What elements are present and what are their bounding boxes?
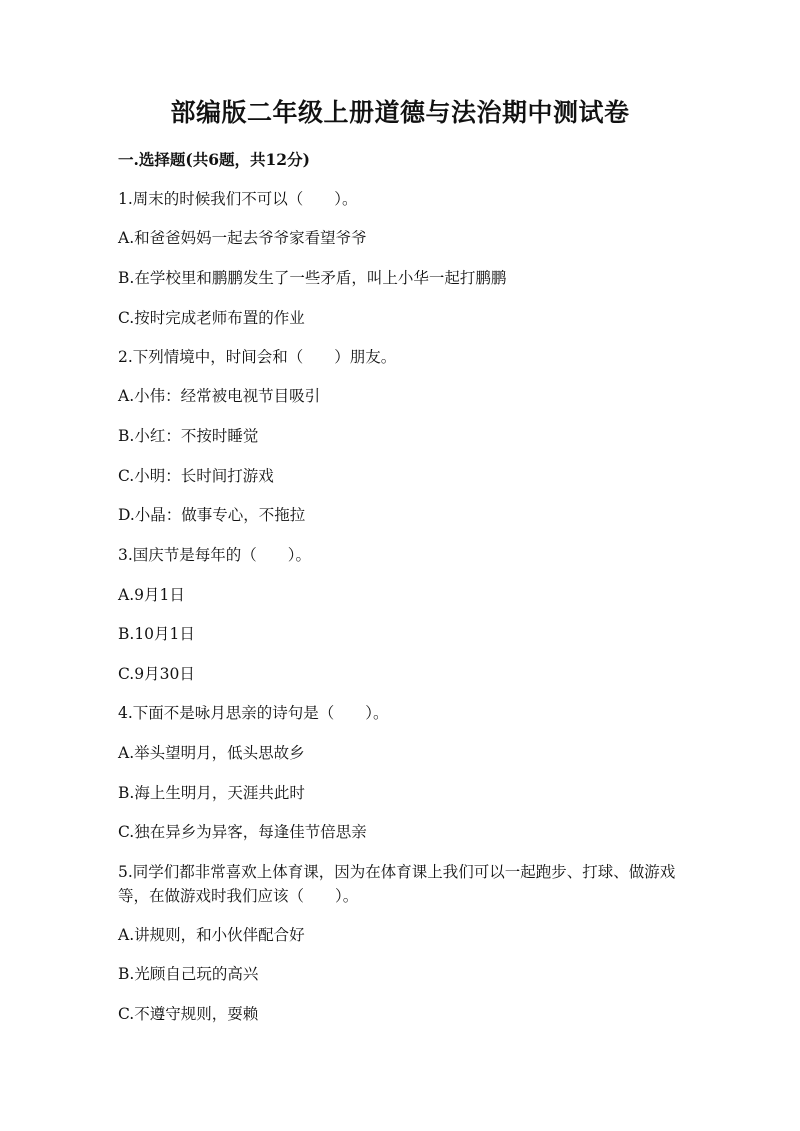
question-5-stem: 5.同学们都非常喜欢上体育课，因为在体育课上我们可以一起跑步、打球、做游戏等，在做游戏时我们应该（ ）。 [118,863,676,905]
question-4-stem: 4.下面不是咏月思亲的诗句是（ ）。 [118,704,389,722]
question-1-stem: 1.周末的时候我们不可以（ ）。 [118,190,358,208]
question-5-option-c: C.不遵守规则，耍赖 [118,1005,259,1023]
section-header-choice: 一.选择题(共6题，共12分) [118,150,310,169]
exam-title: 部编版二年级上册道德与法治期中测试卷 [170,98,630,127]
question-4-option-b: B.海上生明月，天涯共此时 [118,784,305,802]
question-1-option-a: A.和爸爸妈妈一起去爷爷家看望爷爷 [118,229,367,247]
question-3-stem: 3.国庆节是每年的（ ）。 [118,546,312,564]
question-5-option-a: A.讲规则，和小伙伴配合好 [118,926,305,944]
question-2-option-c: C.小明：长时间打游戏 [118,467,274,485]
question-2-option-a: A.小伟：经常被电视节目吸引 [118,387,321,405]
question-3-option-c: C.9月30日 [118,665,195,683]
question-4-option-a: A.举头望明月，低头思故乡 [118,744,305,762]
question-1-option-c: C.按时完成老师布置的作业 [118,309,305,327]
question-5-option-b: B.光顾自己玩的高兴 [118,965,259,983]
question-2-option-d: D.小晶：做事专心，不拖拉 [118,506,306,524]
question-1-option-b: B.在学校里和鹏鹏发生了一些矛盾，叫上小华一起打鹏鹏 [118,269,507,287]
question-3-option-b: B.10月1日 [118,625,195,643]
question-3-option-a: A.9月1日 [118,586,185,604]
question-2-stem: 2.下列情境中，时间会和（ ）朋友。 [118,348,397,366]
question-4-option-c: C.独在异乡为异客，每逢佳节倍思亲 [118,823,367,841]
question-2-option-b: B.小红：不按时睡觉 [118,427,259,445]
